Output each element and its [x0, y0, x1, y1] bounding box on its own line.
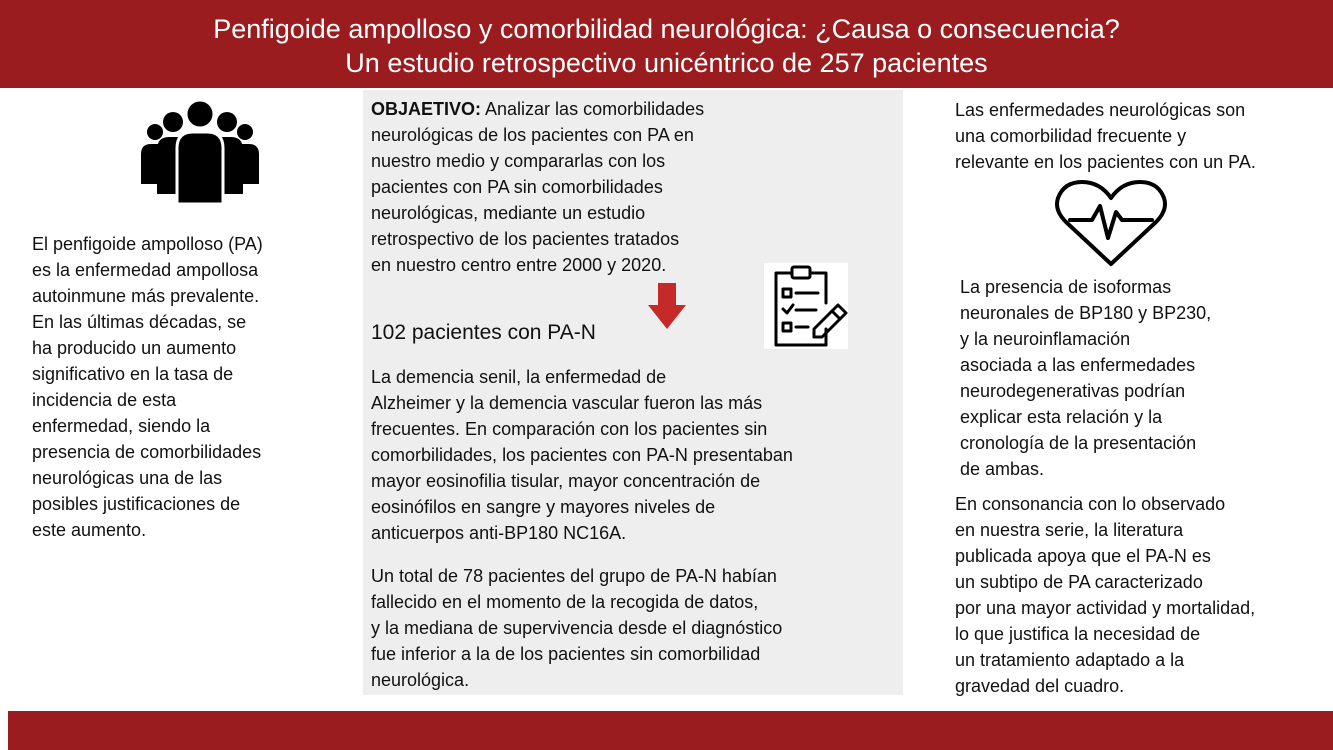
objective-text: Analizar las comorbilidades neurológicas de los pacientes con PA en nuestro medio y compararlas con los pacientes con PA sin comorbilidades neurológicas, mediante un estudio retrospectivo de los pacientes tratados en nuestro centro entre 2000 y 2020. [371, 99, 705, 275]
heartbeat-icon [1052, 178, 1170, 270]
page-subtitle: Un estudio retrospectivo unicéntrico de 257 pacientes [345, 48, 988, 78]
results-text: La demencia senil, la enfermedad de Alzheimer y la demencia vascular fueron las más frecuentes. En comparación con los pacientes sin comorbilidades, los pacientes con PA-N presentaban mayor eosinofilia tisular, mayor concentración de eosinófilos en sangre y mayores niveles de anticuerpos anti-BP180 NC16A. [371, 367, 793, 543]
objective-paragraph [371, 96, 901, 278]
arrow-down-icon [648, 283, 686, 329]
people-group-icon [135, 98, 265, 206]
conclusion-paragraph-3: En consonancia con lo observado en nuestra serie, la literatura publicada apoya que el PA-N es un subtipo de PA caracterizado por una mayor actividad y mortalidad, lo que justifica la necesidad de un tratamiento adaptado a la gravedad del cuadro. [955, 494, 1256, 696]
title-banner [0, 0, 1333, 88]
checklist-icon [764, 263, 848, 349]
conclusion-paragraph-1: Las enfermedades neurológicas son una comorbilidad frecuente y relevante en los pacientes con un PA. [955, 100, 1256, 172]
conclusion-paragraph-2: La presencia de isoformas neuronales de BP180 y BP230, y la neuroinflamación asociada a las enfermedades neurodegenerativas podrían explicar esta relación y la cronología de la presentación de ambas. [960, 277, 1212, 479]
objective-label: OBJAETIVO: [371, 99, 482, 119]
mortality-text: Un total de 78 pacientes del grupo de PA-N habían fallecido en el momento de la recogida de datos, y la mediana de supervivencia desde el diagnóstico fue inferior a la de los pacientes sin comorbilidad neurológica. [371, 566, 783, 690]
page-title: Penfigoide ampolloso y comorbilidad neurológica: ¿Causa o consecuencia? [213, 14, 1120, 44]
introduction-text: El penfigoide ampolloso (PA) es la enfermedad ampollosa autoinmune más prevalente. En las últimas décadas, se ha producido un aumento significativo en la tasa de incidencia de esta enfermedad, siendo la presencia de comorbilidades neurológicas una de las posibles justificaciones de este aumento. [32, 234, 263, 540]
pan-count: 102 pacientes con PA-N [371, 321, 596, 344]
footer-bar [8, 711, 1333, 750]
